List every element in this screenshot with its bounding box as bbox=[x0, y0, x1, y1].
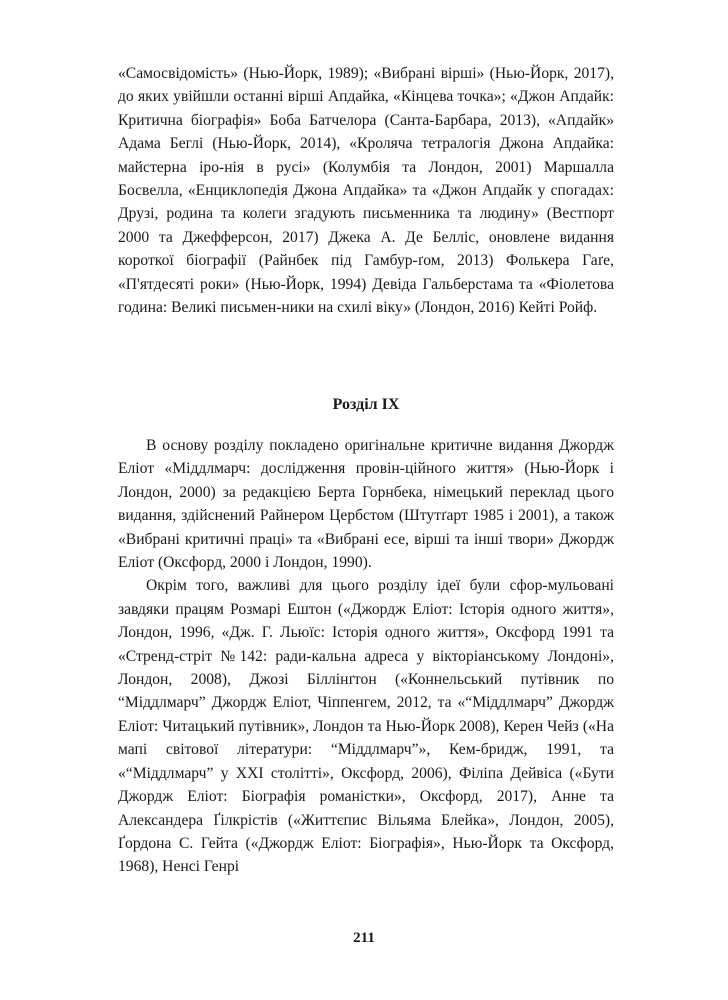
section-heading: Розділ IX bbox=[332, 396, 400, 413]
book-page bbox=[118, 62, 614, 876]
paragraph-bibliography-updike: «Самосвідомість» (Нью-Йорк, 1989); «Вибрані вірші» (Нью-Йорк, 2017), до яких увійшли останні вірші Апдайка, «Кінцева точка»; «Джон Апдайк: Критична біографія» Боба Батчелора (Санта-Барбара, 2013), «Апдайк» Адама Беглі (Нью-Йорк, 2014), «Кроляча тетралогія Джона Апдайка: майстерна іро-нія в русі» (Колумбія та Лондон, 2001) Маршалла Босвелла, «Енциклопедія Джона Апдайка» та «Джон Апдайк у спогадах: Друзі, родина та колеги згадують письменника та людину» (Вестпорт 2000 та Джефферсон, 2017) Джека А. Де Белліс, оновлене видання короткої біографії (Райнбек під Гамбур-ґом, 2013) Фолькера Гаґе, «П'ятдесяті роки» (Нью-Йорк, 1994) Девіда Гальберстама та «Фіолетова година: Великі письмен-ники на схилі віку» (Лондон, 2016) Кейті Ройф. bbox=[118, 65, 614, 317]
page-number: 211 bbox=[353, 930, 375, 946]
paragraph-sources: Окрім того, важливі для цього розділу ідеї були сфор-мульовані завдяки працям Розмарі Ештон («Джордж Еліот: Історія одного життя», Лондон, 1996, «Дж. Г. Льюїс: Історія одного життя», Оксфорд 1991 та «Стренд-стріт №142: ради-кальна адреса у вікторіанському Лондоні», Лондон, 2008), Джозі Біллінґтон («Коннельський путівник по “Міддлмарч” Джордж Еліот, Чіппенгем, 2012, та «“Міддлмарч” Джордж Еліот: Читацький путівник», Лондон та Нью-Йорк 2008), Керен Чейз («На мапі світової літератури: “Міддлмарч”», Кем-бридж, 1991, та «“Міддлмарч” у ХХІ столітті», Оксфорд, 2006), Філіпа Дейвіса («Бути Джордж Еліот: Біографія романістки», Оксфорд, 2017), Анне та Александера Ґілкрістів («Життєпис Вільяма Блейка», Лондон, 2005), Ґордона С. Гейта («Джордж Еліот: Біографія», Нью-Йорк та Оксфорд, 1968), Ненсі Генрі bbox=[118, 577, 614, 876]
paragraph-section-intro: В основу розділу покладено оригінальне критичне видання Джордж Еліот «Міддлмарч: дослідження провін-ційного життя» (Нью-Йорк і Лондон, 2000) за редакцією Берта Горнбека, німецький переклад цього видання, здійснений Райнером Цербстом (Штутґарт 1985 і 2001), а також «Вибрані критичні праці» та «Вибрані есе, вірші та інші твори» Джордж Еліот (Оксфорд, 2000 і Лондон, 1990). bbox=[118, 437, 614, 572]
section-body bbox=[118, 434, 614, 879]
